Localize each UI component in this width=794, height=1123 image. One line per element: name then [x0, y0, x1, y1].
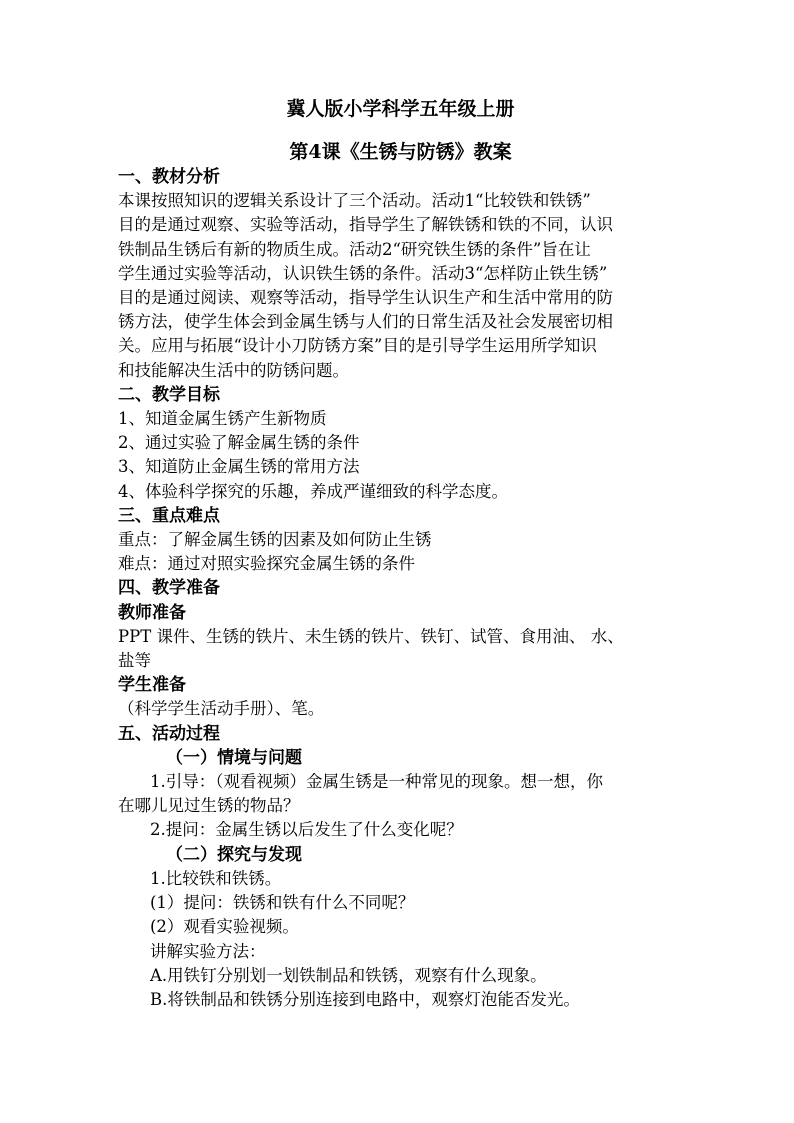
student-prep-heading: 学生准备 [118, 675, 186, 696]
section-heading-activity-process: 五、活动过程 [118, 723, 220, 744]
goal-item: 4、体验科学探究的乐趣，养成严谨细致的科学态度。 [118, 481, 508, 501]
part2-heading: （二）探究与发现 [166, 844, 302, 865]
part2-line: B.将铁制品和铁锈分别连接到电路中，观察灯泡能否发光。 [150, 989, 580, 1009]
part2-line: (2）观看实验视频。 [150, 917, 299, 937]
section-heading-material-analysis: 一、教材分析 [118, 167, 220, 187]
paragraph-line: 关。应用与拓展“设计小刀防锈方案”目的是引导学生运用所学知识 [118, 336, 597, 356]
part2-line: (1）提问：铁锈和铁有什么不同呢？ [150, 893, 415, 913]
paragraph-line: 铁制品生锈后有新的物质生成。活动2“研究铁生锈的条件”旨在让 [118, 239, 591, 259]
section-heading-preparation: 四、教学准备 [118, 578, 220, 599]
goal-item: 2、通过实验了解金属生锈的条件 [118, 433, 360, 453]
part2-line: A.用铁钉分别划一划铁制品和铁锈，观察有什么现象。 [150, 965, 547, 985]
teacher-prep-line: 盐等 [118, 651, 151, 671]
part1-heading: （一）情境与问题 [166, 747, 302, 768]
key-point: 重点：了解金属生锈的因素及如何防止生锈 [118, 530, 432, 550]
part2-line: 1.比较铁和铁锈。 [150, 868, 282, 888]
part1-line: 1.引导：（观看视频）金属生锈是一种常见的现象。想一想，你 [150, 772, 603, 792]
goal-item: 1、知道金属生锈产生新物质 [118, 409, 327, 429]
paragraph-line: 和技能解决生活中的防锈问题。 [118, 360, 349, 380]
teacher-prep-line: PPT 课件、生锈的铁片、未生锈的铁片、铁钉、试管、食用油、 水、 [118, 626, 624, 646]
paragraph-line: 目的是通过观察、实验等活动，指导学生了解铁锈和铁的不同，认识 [118, 215, 613, 235]
difficult-point: 难点：通过对照实验探究金属生锈的条件 [118, 554, 415, 574]
section-heading-teaching-goals: 二、教学目标 [118, 384, 220, 405]
part1-line: 在哪儿见过生锈的物品？ [118, 796, 300, 816]
paragraph-line: 锈方法，使学生体会到金属生锈与人们的日常生活及社会发展密切相 [118, 312, 613, 332]
goal-item: 3、知道防止金属生锈的常用方法 [118, 457, 360, 477]
section-heading-key-points: 三、重点难点 [118, 505, 220, 526]
part1-line: 2.提问：金属生锈以后发生了什么变化呢？ [150, 820, 463, 840]
paragraph-line: 目的是通过阅读、观察等活动，指导学生认识生产和生活中常用的防 [118, 288, 613, 308]
teacher-prep-heading: 教师准备 [118, 602, 186, 623]
paragraph-line: 本课按照知识的逻辑关系设计了三个活动。活动1“比较铁和铁锈” [118, 191, 591, 211]
document-subtitle: 第4课《生锈与防锈》教案 [289, 141, 512, 163]
paragraph-line: 学生通过实验等活动，认识铁生锈的条件。活动3“怎样防止铁生锈” [118, 263, 608, 283]
document-title: 冀人版小学科学五年级上册 [286, 98, 515, 120]
document-body [118, 96, 683, 1012]
part2-line: 讲解实验方法： [150, 941, 266, 961]
student-prep-line: （科学学生活动手册）、笔。 [118, 699, 325, 719]
